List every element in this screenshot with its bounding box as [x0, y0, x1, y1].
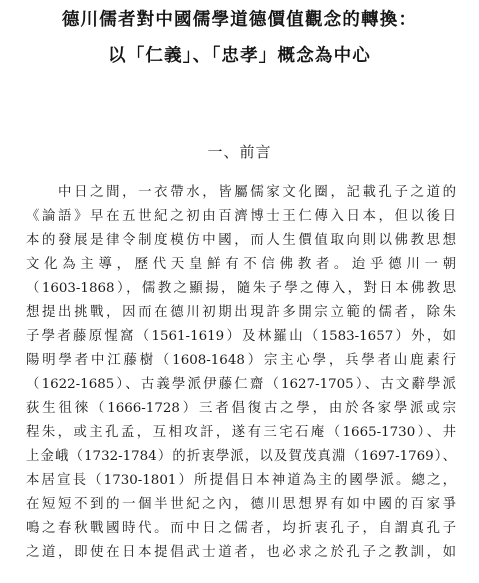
body-line: 本的發展是律令制度模仿中國，而人生價值取向則以佛教思想: [26, 233, 456, 248]
body-line: 鳴之春秋戰國時代。而中日之儒者，均折衷孔子，自謂真孔子: [26, 521, 456, 536]
body-line: 子學者藤原惺窩（1561-1619）及林羅山（1583-1657）外，如: [26, 329, 456, 344]
body-line: 想提出挑戰，因而在德川初期出現許多開宗立範的儒者，除朱: [26, 305, 456, 320]
body-line: （1603-1868），儒教之顯揚，隨朱子學之傳入，對日本佛教思: [26, 281, 456, 296]
body-line: 本居宣長（1730-1801）所提倡日本神道為主的國學派。總之，: [26, 473, 456, 488]
title-line-2: 以「仁義」、「忠孝」概念為中心: [108, 46, 371, 66]
body-line: 程朱，或主孔孟，互相攻訐，遂有三宅石庵（1665-1730）、井: [26, 425, 456, 440]
body-line: 中日之間，一衣帶水，皆屬儒家文化圈，記載孔子之道的: [26, 185, 456, 200]
body-line: （1622-1685）、古義學派伊藤仁齋（1627-1705）、古文辭學派: [26, 377, 456, 392]
body-line: 之道，即使在日本提倡武士道者，也必求之於孔子之教訓，如: [26, 545, 456, 560]
body-line: 文化為主導，歷代天皇鮮有不信佛教者。迨乎德川一朝: [26, 257, 456, 272]
body-line: 荻生徂徠（1666-1728）三者倡復古之學，由於各家學派或宗: [26, 401, 456, 416]
body-line: 《論語》早在五世紀之初由百濟博士王仁傳入日本，但以後日: [26, 209, 456, 224]
body-line: 在短短不到的一個半世紀之內，德川思想界有如中國的百家爭: [26, 497, 456, 512]
body-line: 上金峨（1732-1784）的折衷學派，以及賀茂真淵（1697-1769）、: [26, 449, 456, 464]
body-line: 陽明學者中江藤樹（1608-1648）宗主心學，兵學者山鹿素行: [26, 353, 456, 368]
section-heading: 一、前言: [207, 143, 272, 161]
title-line-1: 德川儒者對中國儒學道德價值觀念的轉換：: [61, 10, 418, 30]
